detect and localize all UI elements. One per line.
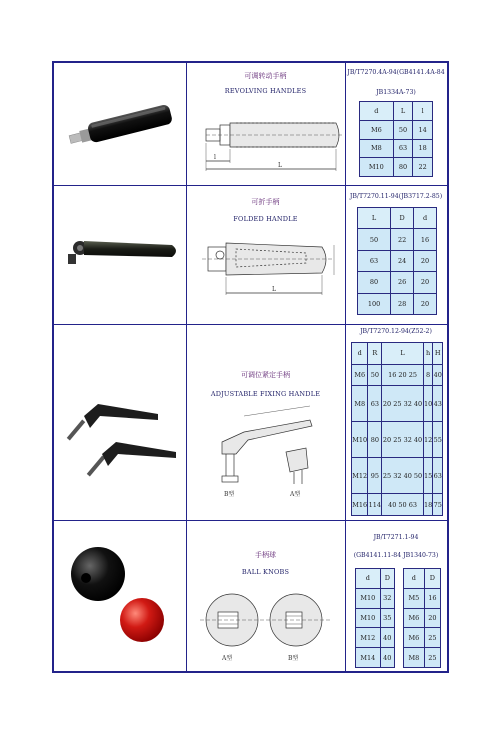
table-row: M6 20	[404, 608, 441, 628]
drawing-cell	[186, 520, 346, 671]
table-row: M10 80 22	[360, 158, 433, 177]
row-ball-knobs	[54, 520, 447, 671]
spec-cell	[345, 520, 447, 671]
adjustable-handle-photo	[54, 324, 186, 520]
table-row: M8 63 20 25 32 40 10 43	[352, 386, 443, 422]
adjustable-handle-drawing	[186, 324, 345, 520]
table-row: M12 95 25 32 40 50 15 63	[352, 458, 443, 494]
dim-label-L: L	[278, 162, 282, 169]
col-header: l	[413, 102, 433, 121]
photo-cell	[54, 520, 187, 671]
table-row: M10 35	[356, 608, 395, 628]
row-adjustable-fixing-handle	[54, 324, 447, 521]
title-zh: 可调转动手柄	[244, 72, 287, 80]
dim-label-L: L	[272, 286, 276, 293]
revolving-handle-drawing	[186, 63, 345, 185]
standard-code-2: (GB4141.11-84 JB1340-73)	[353, 552, 439, 559]
photo-cell	[54, 63, 187, 185]
catalog-sheet	[52, 61, 449, 673]
spec-cell	[345, 324, 447, 520]
row-folded-handle	[54, 185, 447, 325]
photo-cell	[54, 185, 187, 324]
title-en: BALL KNOBS	[241, 568, 290, 576]
drawing-cell	[186, 185, 346, 324]
col-header: L	[358, 208, 391, 229]
col-header: R	[368, 343, 382, 365]
standard-code: JB/T7271.1-94	[373, 534, 419, 541]
table-row: 80 26 20	[358, 272, 437, 293]
col-header: h	[423, 343, 433, 365]
table-row: M5 16	[404, 588, 441, 608]
col-header: L	[382, 343, 424, 365]
row-revolving-handles	[54, 63, 447, 186]
col-header: D	[424, 569, 440, 589]
type-label-a: A型	[290, 491, 301, 498]
table-row: 100 28 20	[358, 293, 437, 314]
title-en: ADJUSTABLE FIXING HANDLE	[210, 390, 321, 398]
col-header: D	[391, 208, 414, 229]
col-header: D	[380, 569, 394, 589]
table-row: M10 32	[356, 588, 395, 608]
dim-label-l: l	[214, 154, 216, 161]
table-row: M16 114 40 50 63 18 75	[352, 494, 443, 516]
standard-code-2: JB1334A-73)	[376, 89, 416, 96]
title-zh: 可折手柄	[251, 198, 280, 206]
ball-knob-photo	[54, 520, 186, 671]
table-row: M12 40	[356, 628, 395, 648]
col-header: H	[433, 343, 443, 365]
table-row: M6 50 16 20 25 8 40	[352, 364, 443, 386]
standard-code: JB/T7270.11-94(JB3717.2-85)	[349, 193, 443, 200]
col-header: d	[352, 343, 368, 365]
spec-table	[359, 101, 433, 177]
table-row: M10 80 20 25 32 40 12 55	[352, 422, 443, 458]
photo-cell	[54, 324, 187, 520]
col-header: d	[414, 208, 437, 229]
ball-knob-drawing	[186, 520, 345, 671]
title-en: FOLDED HANDLE	[233, 215, 298, 223]
revolving-handle-photo	[54, 63, 186, 185]
col-header: d	[360, 102, 394, 121]
table-row: 63 24 20	[358, 250, 437, 271]
spec-table-right	[403, 568, 441, 668]
spec-cell	[345, 185, 447, 324]
table-row: M8 63 18	[360, 139, 433, 158]
spec-table	[351, 342, 443, 516]
spec-cell	[345, 63, 447, 185]
col-header: L	[393, 102, 413, 121]
title-en: REVOLVING HANDLES	[224, 87, 307, 95]
type-label-b: B型	[288, 655, 299, 662]
table-row: M6 50 14	[360, 120, 433, 139]
col-header: d	[356, 569, 381, 589]
spec-table-left	[355, 568, 395, 668]
table-row: 50 22 16	[358, 229, 437, 250]
type-label-b: B型	[224, 491, 235, 498]
drawing-cell	[186, 324, 346, 520]
title-zh: 可调位紧定手柄	[241, 371, 290, 379]
spec-table	[357, 207, 437, 315]
standard-code: JB/T7270.4A-94(GB4141.4A-84	[347, 69, 445, 76]
folded-handle-drawing	[186, 185, 345, 324]
title-zh: 手柄球	[255, 551, 276, 559]
col-header: d	[404, 569, 425, 589]
type-label-a: A型	[222, 655, 233, 662]
drawing-cell	[186, 63, 346, 185]
folded-handle-photo	[54, 185, 186, 324]
table-row: M6 25	[404, 628, 441, 648]
table-row: M14 40	[356, 648, 395, 668]
table-row: M8 25	[404, 648, 441, 668]
standard-code: JB/T7270.12-94(Z52-2)	[360, 328, 432, 335]
